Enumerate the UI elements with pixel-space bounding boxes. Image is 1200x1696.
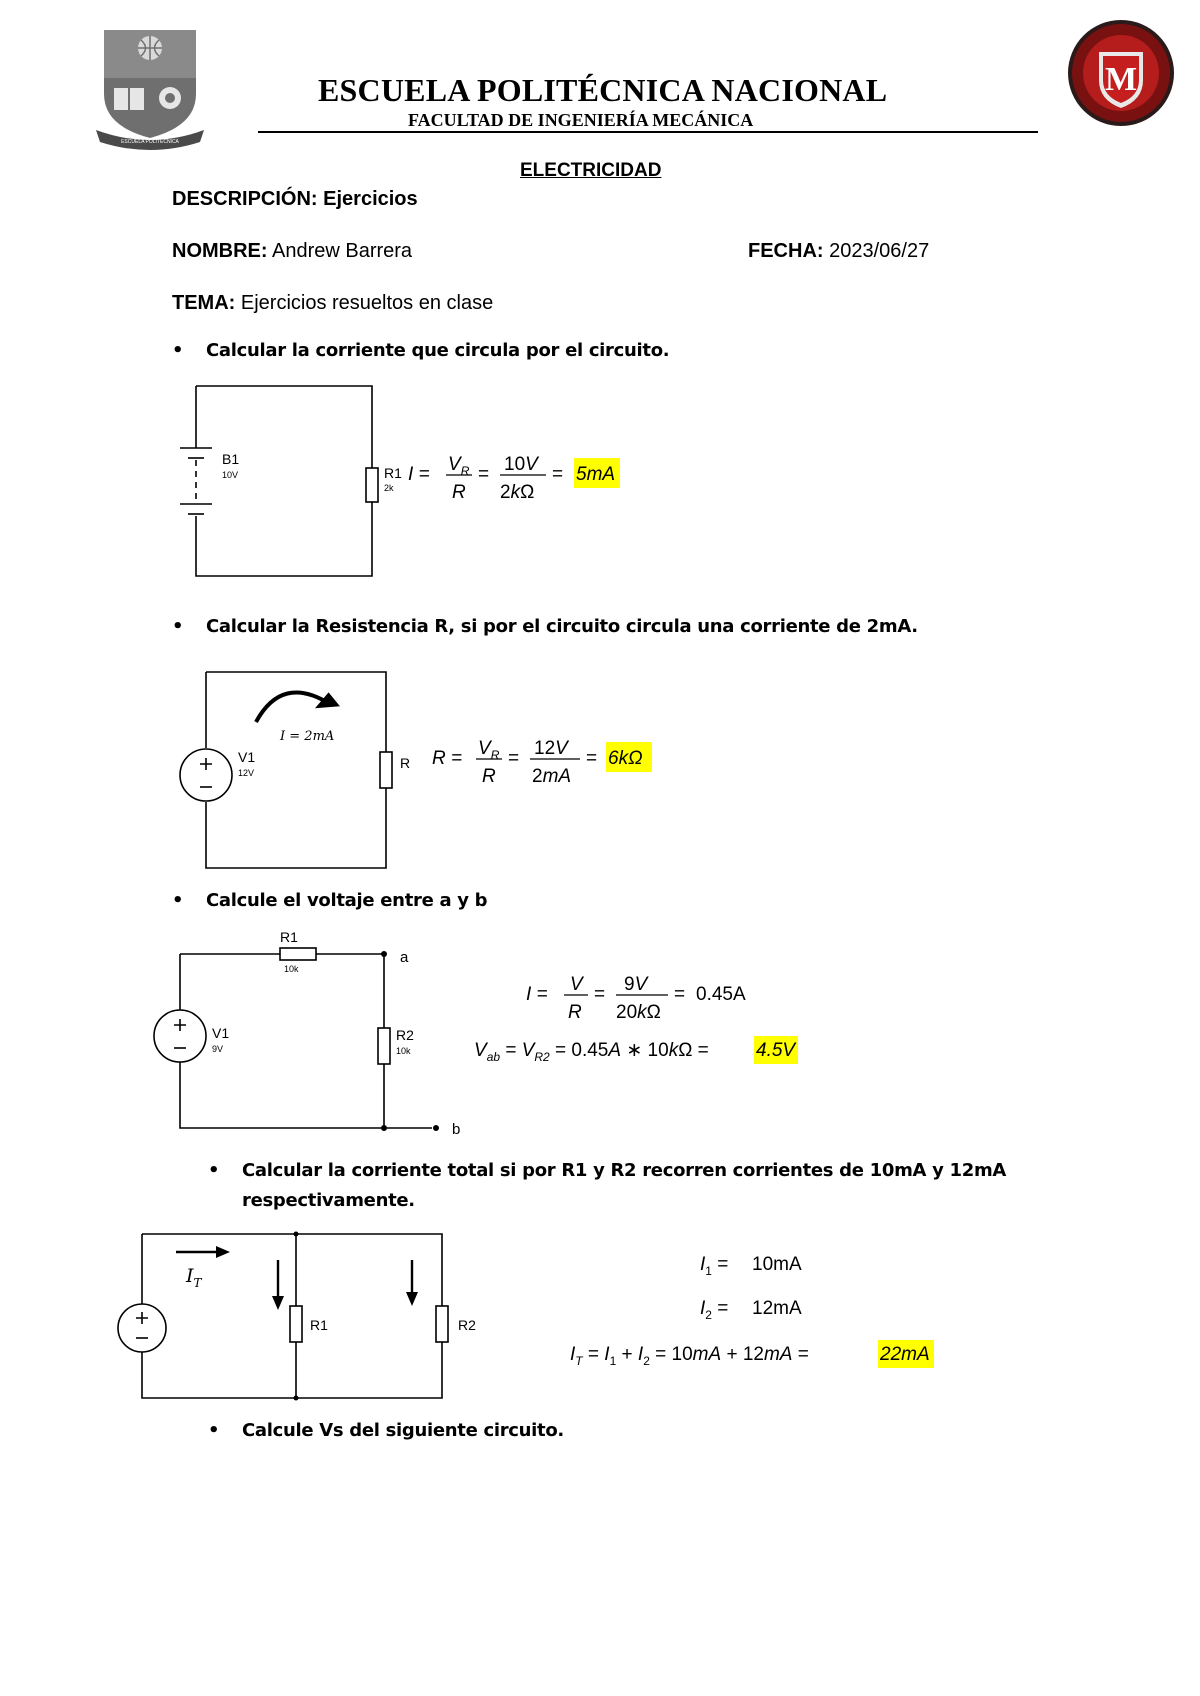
svg-text:=: = [478, 464, 490, 485]
svg-text:I =: I = [526, 984, 548, 1005]
svg-text:9V: 9V [624, 974, 648, 995]
svg-text:2mA: 2mA [532, 766, 572, 787]
faculty-name: FACULTAD DE INGENIERÍA MECÁNICA [408, 110, 754, 130]
battery-value: 10V [222, 470, 239, 480]
description-label: DESCRIPCIÓN: [172, 188, 318, 210]
faculty-seal-logo [1066, 18, 1176, 128]
svg-text:20kΩ: 20kΩ [616, 1002, 661, 1023]
svg-text:R: R [452, 482, 466, 503]
name-label: NOMBRE: [172, 240, 268, 262]
circuit-4-diagram [108, 1224, 968, 1410]
topic-row [172, 292, 493, 315]
left-logo-text: ESCUELA POLITÉCNICA [121, 139, 179, 145]
exercise-5-prompt: • Calcule Vs del siguiente circuito. [208, 1420, 564, 1441]
exercise-2-result: 6kΩ [608, 748, 643, 769]
source-value: 9V [212, 1044, 224, 1054]
bullet-icon: • [172, 890, 184, 911]
svg-text:I2 =: $I_2$ = [700, 1298, 729, 1322]
bullet-icon: • [208, 1160, 220, 1181]
topic-value: Ejercicios resueltos en clase [240, 292, 494, 314]
current-arrow-icon [315, 690, 343, 717]
r2-label: R2 [396, 1027, 414, 1043]
svg-text:VR: $V_R$ [478, 738, 500, 762]
topic-label: TEMA: [172, 292, 236, 314]
svg-text:IT = I1 + I2 = 10mA + 12mA =: $I_T = I_1 + I_2 = 10mA + 12mA$ = [570, 1344, 809, 1368]
svg-text:=: = [594, 984, 606, 1005]
r2-value: 10k [396, 1046, 411, 1056]
svg-text:R: R [482, 766, 496, 787]
description-row [172, 188, 418, 211]
right-logo-letter: M [1104, 61, 1138, 98]
exercise-1-result: 5mA [576, 464, 616, 485]
r1-label: R1 [310, 1317, 328, 1333]
exercise-4-prompt: • Calcular la corriente total si por R1 y R2 recorren corrientes de 10mA y 12mA [208, 1160, 1007, 1181]
exercise-1-prompt: • Calcular la corriente que circula por el circuito. [172, 340, 670, 361]
bullet-icon: • [172, 340, 184, 361]
arrow-down-icon [406, 1292, 418, 1306]
arrow-down-icon [272, 1296, 284, 1310]
name-row [172, 240, 412, 263]
exercise-4-prompt-line2: respectivamente. [242, 1190, 415, 1211]
svg-text:12V: 12V [534, 738, 568, 759]
resistor-label: R1 [384, 465, 402, 481]
svg-text:VR: $V_R$ [448, 454, 470, 478]
svg-text:2kΩ: 2kΩ [500, 482, 535, 503]
header-divider [258, 131, 1038, 133]
r2-label: R2 [458, 1317, 476, 1333]
exercise-3-result: 4.5V [756, 1040, 796, 1061]
institution-name: ESCUELA POLITÉCNICA NACIONAL [318, 72, 888, 108]
name-value: Andrew Barrera [272, 240, 413, 262]
svg-text:10V: 10V [504, 454, 538, 475]
svg-text:R: R [568, 1002, 582, 1023]
current-label: I = 2mA [280, 729, 335, 744]
svg-text:Vab = VR2 = 0.45A ∗ 10kΩ =: $V_{ab} = V_{R2} = 0.45A$ ∗ 10kΩ = [474, 1040, 709, 1064]
bullet-icon: • [172, 616, 184, 637]
source-label: V1 [238, 749, 256, 765]
svg-text:V: V [570, 974, 583, 995]
arrow-right-icon [216, 1246, 230, 1258]
r1-label: R1 [280, 929, 298, 945]
description-value: Ejercicios [323, 188, 418, 210]
svg-text:I =: I = [408, 464, 430, 485]
svg-text:=: = [674, 984, 686, 1005]
battery-label: B1 [222, 451, 240, 467]
epn-logo [96, 26, 204, 152]
svg-text:I1 =: $I_1$ = [700, 1254, 729, 1278]
date-value: 2023/06/27 [829, 240, 930, 262]
document-title: ELECTRICIDAD [520, 160, 662, 181]
source-label: V1 [212, 1025, 230, 1041]
circuit-2-diagram [160, 660, 680, 880]
exercise-3-prompt: • Calcule el voltaje entre a y b [172, 890, 488, 911]
svg-text:=: = [508, 748, 520, 769]
source-value: 12V [238, 768, 255, 778]
circuit-1-diagram [160, 376, 640, 586]
exercise-4-result: 22mA [880, 1344, 930, 1365]
resistor-label: R [400, 755, 411, 771]
exercise-3-current: 0.45A [696, 984, 746, 1005]
bullet-icon: • [208, 1420, 220, 1441]
i1-value: 10mA [752, 1254, 802, 1275]
date-label: FECHA: [748, 240, 824, 262]
i2-value: 12mA [752, 1298, 802, 1319]
svg-text:=: = [552, 464, 564, 485]
node-a-label: a [400, 949, 409, 966]
node-b-label: b [452, 1121, 461, 1138]
circuit-3-diagram [140, 926, 840, 1142]
svg-text:R =: R = [432, 748, 463, 769]
svg-text:IT: $I_T$ [186, 1265, 202, 1290]
exercise-2-prompt: • Calcular la Resistencia R, si por el circuito circula una corriente de 2mA. [172, 616, 918, 637]
resistor-value: 2k [384, 483, 394, 493]
r1-value: 10k [284, 964, 299, 974]
svg-text:=: = [586, 748, 598, 769]
date-row [748, 240, 929, 263]
